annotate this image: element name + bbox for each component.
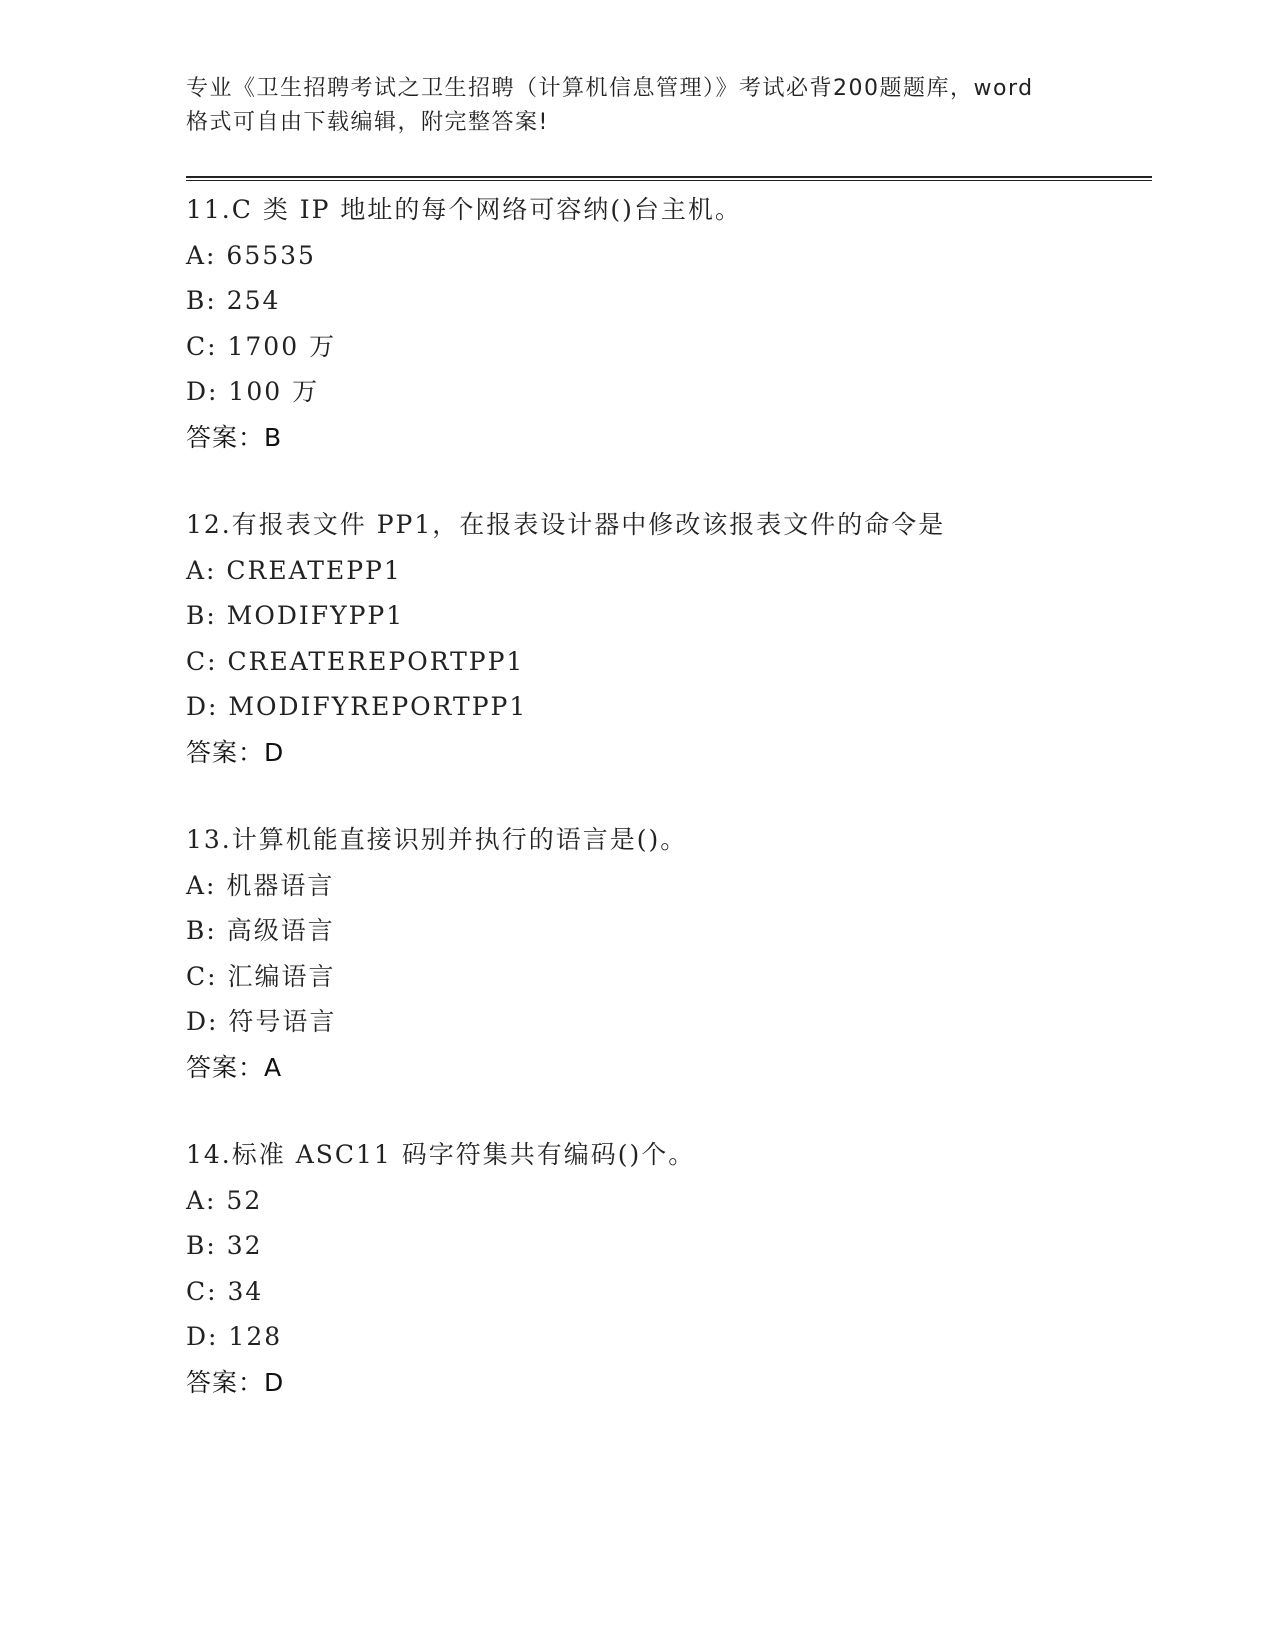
option-b: B: MODIFYPP1 — [186, 601, 405, 630]
option-c: C: CREATEREPORTPP1 — [186, 646, 525, 676]
option-c: C: 34 — [186, 1276, 264, 1306]
header-divider — [186, 176, 1152, 181]
answer: 答案：A — [186, 1052, 283, 1082]
question-12 — [186, 502, 1166, 775]
option-a: A: CREATEPP1 — [186, 555, 402, 585]
option-d: D: 128 — [186, 1322, 283, 1351]
option-d: D: 100 万 — [186, 377, 320, 406]
question-text: 11.C 类 IP 地址的每个网络可容纳()台主机。 — [186, 195, 742, 224]
option-c: C: 汇编语言 — [186, 961, 336, 991]
option-c: C: 1700 万 — [186, 331, 337, 361]
option-b: B: 32 — [186, 1231, 263, 1260]
answer: 答案：D — [186, 1367, 285, 1397]
option-b: B: 高级语言 — [186, 916, 335, 945]
header-line-1: 专业《卫生招聘考试之卫生招聘（计算机信息管理）》考试必背200题题库，word — [186, 76, 1034, 101]
option-d: D: 符号语言 — [186, 1007, 337, 1036]
option-a: A: 65535 — [186, 240, 316, 270]
question-14 — [186, 1132, 1166, 1405]
question-13 — [186, 817, 1166, 1090]
question-text: 13.计算机能直接识别并执行的语言是()。 — [186, 825, 688, 854]
question-text: 12.有报表文件 PP1，在报表设计器中修改该报表文件的命令是 — [186, 510, 946, 539]
option-a: A: 52 — [186, 1185, 263, 1215]
question-11 — [186, 187, 1166, 460]
answer: 答案：D — [186, 737, 285, 767]
document-header — [186, 72, 1106, 140]
option-a: A: 机器语言 — [186, 870, 335, 900]
answer: 答案：B — [186, 422, 283, 452]
header-line-2: 格式可自由下载编辑，附完整答案! — [186, 110, 549, 135]
option-b: B: 254 — [186, 286, 281, 315]
question-text: 14.标准 ASC11 码字符集共有编码()个。 — [186, 1140, 696, 1169]
option-d: D: MODIFYREPORTPP1 — [186, 692, 528, 721]
